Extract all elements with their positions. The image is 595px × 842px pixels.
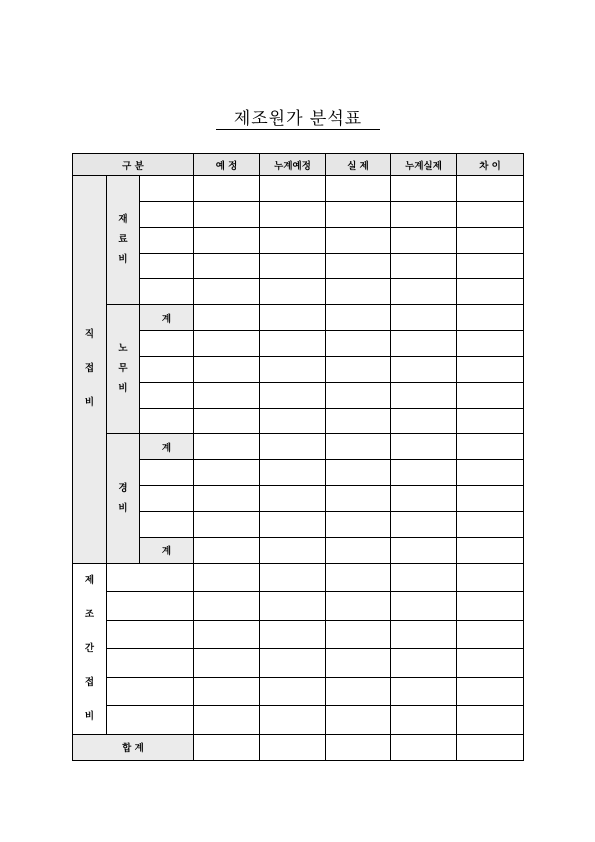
header-cum-actual: 누계실제 bbox=[391, 154, 457, 176]
value-cell[interactable] bbox=[391, 592, 457, 621]
value-cell[interactable] bbox=[457, 356, 524, 382]
value-cell[interactable] bbox=[194, 227, 260, 253]
table-row bbox=[73, 649, 524, 678]
value-cell[interactable] bbox=[194, 734, 260, 760]
direct-cost-label: 직 접 비 bbox=[73, 176, 107, 564]
table-row bbox=[73, 253, 524, 279]
value-cell[interactable] bbox=[194, 408, 260, 434]
value-cell[interactable] bbox=[260, 201, 326, 227]
value-cell[interactable] bbox=[194, 706, 260, 735]
table-row bbox=[73, 486, 524, 512]
header-actual: 실 제 bbox=[326, 154, 391, 176]
value-cell[interactable] bbox=[260, 176, 326, 202]
value-cell[interactable] bbox=[260, 486, 326, 512]
value-cell[interactable] bbox=[457, 382, 524, 408]
value-cell[interactable] bbox=[260, 649, 326, 678]
value-cell[interactable] bbox=[260, 382, 326, 408]
value-cell[interactable] bbox=[260, 677, 326, 706]
cost-analysis-table bbox=[72, 153, 524, 761]
item-cell[interactable] bbox=[140, 511, 194, 537]
value-cell[interactable] bbox=[457, 460, 524, 486]
value-cell[interactable] bbox=[260, 227, 326, 253]
table-row bbox=[73, 382, 524, 408]
header-diff: 차 이 bbox=[457, 154, 524, 176]
value-cell[interactable] bbox=[326, 176, 391, 202]
value-cell[interactable] bbox=[194, 331, 260, 357]
value-cell[interactable] bbox=[391, 620, 457, 649]
item-cell[interactable] bbox=[107, 706, 194, 735]
value-cell[interactable] bbox=[391, 537, 457, 563]
total-row bbox=[73, 734, 524, 760]
value-cell[interactable] bbox=[457, 563, 524, 592]
value-cell[interactable] bbox=[260, 734, 326, 760]
value-cell[interactable] bbox=[326, 677, 391, 706]
table-row bbox=[73, 460, 524, 486]
table-row bbox=[73, 408, 524, 434]
table-row bbox=[73, 176, 524, 202]
value-cell[interactable] bbox=[260, 408, 326, 434]
value-cell[interactable] bbox=[457, 649, 524, 678]
value-cell[interactable] bbox=[326, 734, 391, 760]
value-cell[interactable] bbox=[194, 486, 260, 512]
table-row bbox=[73, 356, 524, 382]
item-cell[interactable] bbox=[107, 677, 194, 706]
value-cell[interactable] bbox=[326, 537, 391, 563]
table-row bbox=[73, 511, 524, 537]
item-cell[interactable] bbox=[107, 620, 194, 649]
value-cell[interactable] bbox=[260, 592, 326, 621]
header-row bbox=[73, 154, 524, 176]
table-row bbox=[73, 227, 524, 253]
value-cell[interactable] bbox=[260, 511, 326, 537]
value-cell[interactable] bbox=[391, 511, 457, 537]
value-cell[interactable] bbox=[457, 305, 524, 331]
value-cell[interactable] bbox=[194, 677, 260, 706]
value-cell[interactable] bbox=[194, 649, 260, 678]
value-cell[interactable] bbox=[194, 382, 260, 408]
value-cell[interactable] bbox=[457, 734, 524, 760]
value-cell[interactable] bbox=[391, 706, 457, 735]
value-cell[interactable] bbox=[457, 253, 524, 279]
value-cell[interactable] bbox=[457, 176, 524, 202]
value-cell[interactable] bbox=[194, 434, 260, 460]
value-cell[interactable] bbox=[457, 706, 524, 735]
item-cell[interactable] bbox=[140, 356, 194, 382]
value-cell[interactable] bbox=[260, 434, 326, 460]
value-cell[interactable] bbox=[391, 356, 457, 382]
item-cell[interactable] bbox=[107, 649, 194, 678]
expense-label: 경 비 bbox=[107, 434, 140, 563]
value-cell[interactable] bbox=[457, 227, 524, 253]
item-cell[interactable] bbox=[140, 331, 194, 357]
item-cell[interactable] bbox=[140, 227, 194, 253]
value-cell[interactable] bbox=[326, 408, 391, 434]
value-cell[interactable] bbox=[194, 460, 260, 486]
value-cell[interactable] bbox=[194, 592, 260, 621]
value-cell[interactable] bbox=[260, 305, 326, 331]
value-cell[interactable] bbox=[391, 408, 457, 434]
value-cell[interactable] bbox=[260, 563, 326, 592]
value-cell[interactable] bbox=[260, 460, 326, 486]
value-cell[interactable] bbox=[326, 253, 391, 279]
value-cell[interactable] bbox=[326, 201, 391, 227]
table-row bbox=[73, 305, 524, 331]
value-cell[interactable] bbox=[326, 563, 391, 592]
labor-subtotal-label: 계 bbox=[140, 434, 194, 460]
value-cell[interactable] bbox=[194, 176, 260, 202]
value-cell[interactable] bbox=[457, 537, 524, 563]
value-cell[interactable] bbox=[391, 253, 457, 279]
value-cell[interactable] bbox=[391, 486, 457, 512]
value-cell[interactable] bbox=[391, 279, 457, 305]
value-cell[interactable] bbox=[326, 356, 391, 382]
item-cell[interactable] bbox=[140, 486, 194, 512]
value-cell[interactable] bbox=[326, 227, 391, 253]
value-cell[interactable] bbox=[326, 305, 391, 331]
labor-cost-label: 노 무 비 bbox=[107, 305, 140, 434]
table-row bbox=[73, 677, 524, 706]
title-underline bbox=[216, 129, 380, 130]
value-cell[interactable] bbox=[194, 620, 260, 649]
value-cell[interactable] bbox=[326, 486, 391, 512]
value-cell[interactable] bbox=[391, 563, 457, 592]
item-cell[interactable] bbox=[107, 592, 194, 621]
item-cell[interactable] bbox=[140, 382, 194, 408]
value-cell[interactable] bbox=[326, 460, 391, 486]
value-cell[interactable] bbox=[457, 620, 524, 649]
item-cell[interactable] bbox=[107, 563, 194, 592]
value-cell[interactable] bbox=[194, 279, 260, 305]
value-cell[interactable] bbox=[326, 706, 391, 735]
value-cell[interactable] bbox=[391, 227, 457, 253]
table-row bbox=[73, 331, 524, 357]
header-category: 구 분 bbox=[73, 154, 194, 176]
value-cell[interactable] bbox=[326, 382, 391, 408]
value-cell[interactable] bbox=[457, 201, 524, 227]
value-cell[interactable] bbox=[194, 356, 260, 382]
value-cell[interactable] bbox=[457, 486, 524, 512]
table-row bbox=[73, 706, 524, 735]
value-cell[interactable] bbox=[194, 563, 260, 592]
document-title: 제조원가 분석표 bbox=[233, 109, 363, 129]
value-cell[interactable] bbox=[391, 434, 457, 460]
table-row bbox=[73, 592, 524, 621]
item-cell[interactable] bbox=[140, 201, 194, 227]
value-cell[interactable] bbox=[391, 201, 457, 227]
value-cell[interactable] bbox=[194, 201, 260, 227]
value-cell[interactable] bbox=[457, 677, 524, 706]
indirect-cost-label: 제 조 간 접 비 bbox=[73, 563, 107, 734]
value-cell[interactable] bbox=[260, 620, 326, 649]
value-cell[interactable] bbox=[194, 253, 260, 279]
item-cell[interactable] bbox=[140, 253, 194, 279]
value-cell[interactable] bbox=[391, 649, 457, 678]
value-cell[interactable] bbox=[391, 734, 457, 760]
value-cell[interactable] bbox=[326, 434, 391, 460]
expense-subtotal-label: 계 bbox=[140, 537, 194, 563]
value-cell[interactable] bbox=[260, 253, 326, 279]
item-cell[interactable] bbox=[140, 460, 194, 486]
table-row bbox=[73, 563, 524, 592]
value-cell[interactable] bbox=[457, 331, 524, 357]
total-label: 합 계 bbox=[73, 734, 194, 760]
value-cell[interactable] bbox=[457, 434, 524, 460]
value-cell[interactable] bbox=[326, 331, 391, 357]
value-cell[interactable] bbox=[391, 331, 457, 357]
value-cell[interactable] bbox=[326, 649, 391, 678]
material-cost-label: 재 료 비 bbox=[107, 176, 140, 305]
value-cell[interactable] bbox=[391, 176, 457, 202]
value-cell[interactable] bbox=[260, 537, 326, 563]
table-row bbox=[73, 201, 524, 227]
value-cell[interactable] bbox=[457, 511, 524, 537]
value-cell[interactable] bbox=[457, 279, 524, 305]
value-cell[interactable] bbox=[326, 592, 391, 621]
value-cell[interactable] bbox=[457, 408, 524, 434]
value-cell[interactable] bbox=[326, 511, 391, 537]
table-row bbox=[73, 620, 524, 649]
value-cell[interactable] bbox=[391, 677, 457, 706]
value-cell[interactable] bbox=[391, 382, 457, 408]
value-cell[interactable] bbox=[391, 305, 457, 331]
value-cell[interactable] bbox=[326, 279, 391, 305]
value-cell[interactable] bbox=[194, 537, 260, 563]
material-subtotal-label: 계 bbox=[140, 305, 194, 331]
value-cell[interactable] bbox=[457, 592, 524, 621]
value-cell[interactable] bbox=[260, 331, 326, 357]
item-cell[interactable] bbox=[140, 279, 194, 305]
header-budget: 예 정 bbox=[194, 154, 260, 176]
table-row bbox=[73, 279, 524, 305]
value-cell[interactable] bbox=[391, 460, 457, 486]
item-cell[interactable] bbox=[140, 408, 194, 434]
value-cell[interactable] bbox=[260, 279, 326, 305]
table-row bbox=[73, 434, 524, 460]
value-cell[interactable] bbox=[194, 511, 260, 537]
value-cell[interactable] bbox=[260, 356, 326, 382]
table-row bbox=[73, 537, 524, 563]
value-cell[interactable] bbox=[326, 620, 391, 649]
item-cell[interactable] bbox=[140, 176, 194, 202]
value-cell[interactable] bbox=[194, 305, 260, 331]
value-cell[interactable] bbox=[260, 706, 326, 735]
header-cum-budget: 누계예정 bbox=[260, 154, 326, 176]
